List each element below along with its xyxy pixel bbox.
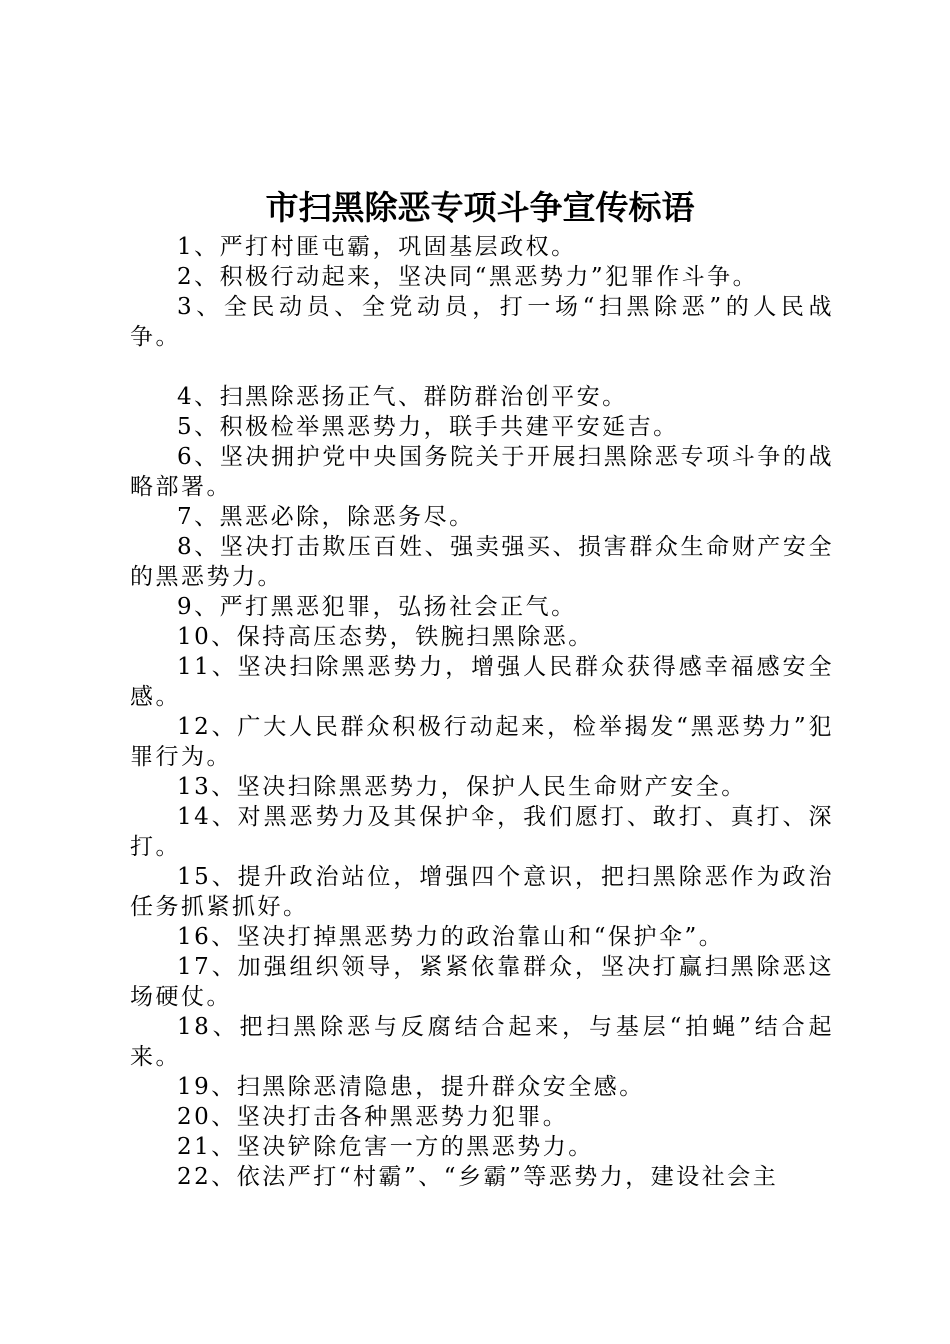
slogan-item: 4、扫黑除恶扬正气、群防群治创平安。 [177, 384, 628, 410]
slogan-item: 15、提升政治站位，增强四个意识，把扫黑除恶作为政治任务抓紧抓好。 [130, 864, 834, 920]
slogan-item: 7、黑恶必除，除恶务尽。 [177, 504, 475, 530]
slogan-item: 14、对黑恶势力及其保护伞，我们愿打、敢打、真打、深打。 [130, 804, 834, 860]
slogan-item: 22、依法严打“村霸”、“乡霸”等恶势力，建设社会主 [177, 1164, 779, 1190]
slogan-list [130, 232, 834, 1192]
slogan-item: 3、全民动员、全党动员，打一场“扫黑除恶”的人民战争。 [130, 294, 834, 350]
slogan-item: 10、保持高压态势，铁腕扫黑除恶。 [177, 624, 594, 650]
slogan-item: 19、扫黑除恶清隐患，提升群众安全感。 [177, 1074, 645, 1100]
slogan-item: 12、广大人民群众积极行动起来，检举揭发“黑恶势力”犯罪行为。 [130, 714, 834, 770]
slogan-item: 16、坚决打掉黑恶势力的政治靠山和“保护伞”。 [177, 924, 725, 950]
slogan-item: 20、坚决打击各种黑恶势力犯罪。 [177, 1104, 569, 1130]
slogan-item: 13、坚决扫除黑恶势力，保护人民生命财产安全。 [177, 774, 747, 800]
slogan-item: 5、积极检举黑恶势力，联手共建平安延吉。 [177, 414, 679, 440]
slogan-item: 17、加强组织领导，紧紧依靠群众，坚决打赢扫黑除恶这场硬仗。 [130, 954, 834, 1010]
slogan-item: 1、严打村匪屯霸，巩固基层政权。 [177, 234, 577, 260]
slogan-item: 18、把扫黑除恶与反腐结合起来，与基层“拍蝇”结合起来。 [130, 1014, 834, 1070]
slogan-item: 8、坚决打击欺压百姓、强卖强买、损害群众生命财产安全的黑恶势力。 [130, 534, 834, 590]
slogan-item: 21、坚决铲除危害一方的黑恶势力。 [177, 1134, 594, 1160]
document-title: 市扫黑除恶专项斗争宣传标语 [265, 188, 695, 227]
slogan-item: 2、积极行动起来，坚决同“黑恶势力”犯罪作斗争。 [177, 264, 759, 290]
slogan-item: 6、坚决拥护党中央国务院关于开展扫黑除恶专项斗争的战略部署。 [130, 444, 834, 500]
slogan-item: 9、严打黑恶犯罪，弘扬社会正气。 [177, 594, 577, 620]
slogan-item: 11、坚决扫除黑恶势力，增强人民群众获得感幸福感安全感。 [130, 654, 834, 710]
